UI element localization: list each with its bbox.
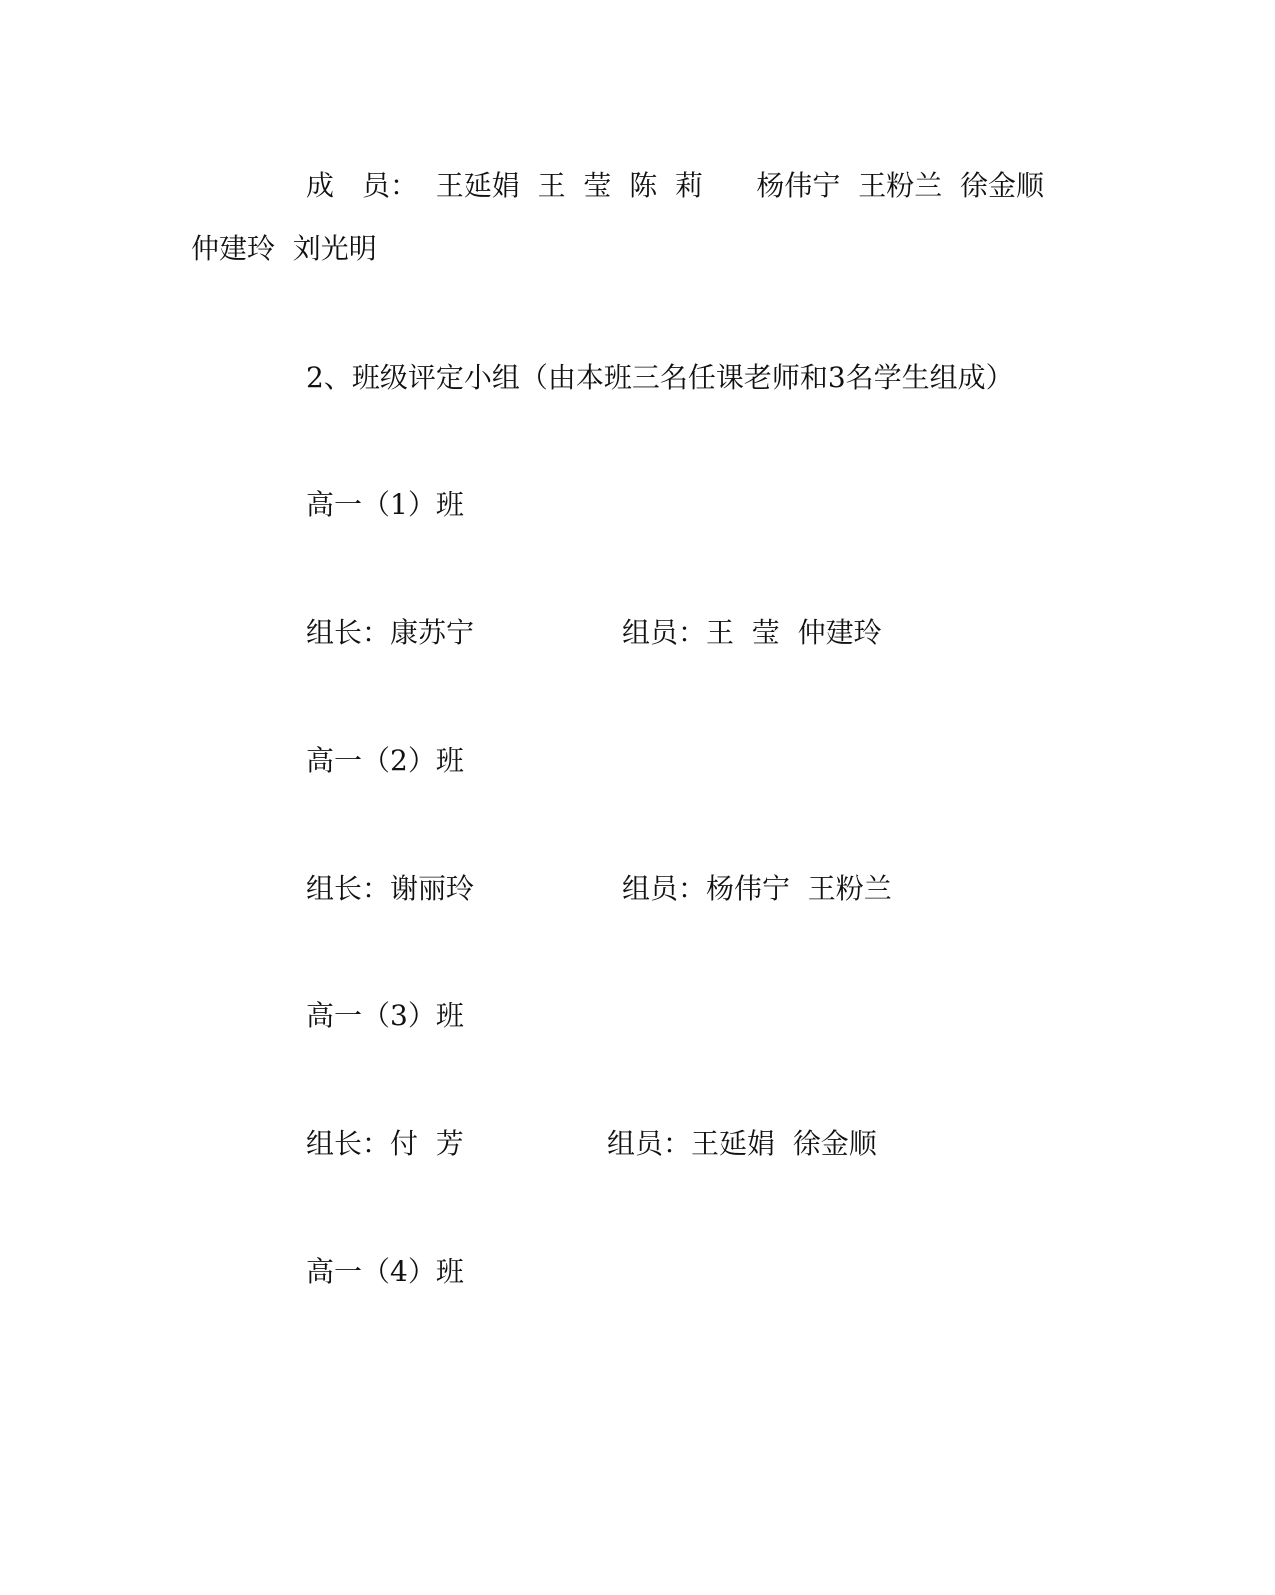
class-1-members: 组员：王 莹 仲建玲 xyxy=(622,616,882,649)
members-line-1: 成 员： 王延娟 王 莹 陈 莉 杨伟宁 王粉兰 徐金顺 xyxy=(306,169,1045,202)
class-1-title: 高一（1）班 xyxy=(306,488,464,521)
class-1-leader: 组长：康苏宁 xyxy=(306,616,475,649)
members-line-2: 仲建玲 刘光明 xyxy=(191,232,377,265)
class-4-title: 高一（4）班 xyxy=(306,1255,464,1288)
class-3-members: 组员：王延娟 徐金顺 xyxy=(607,1127,877,1160)
class-2-title: 高一（2）班 xyxy=(306,744,464,777)
class-3-leader: 组长：付 芳 xyxy=(306,1127,464,1160)
class-3-title: 高一（3）班 xyxy=(306,999,464,1032)
class-2-leader: 组长：谢丽玲 xyxy=(306,872,475,905)
class-2-members: 组员：杨伟宁 王粉兰 xyxy=(622,872,892,905)
section-heading: 2、班级评定小组（由本班三名任课老师和3名学生组成） xyxy=(306,361,1014,394)
